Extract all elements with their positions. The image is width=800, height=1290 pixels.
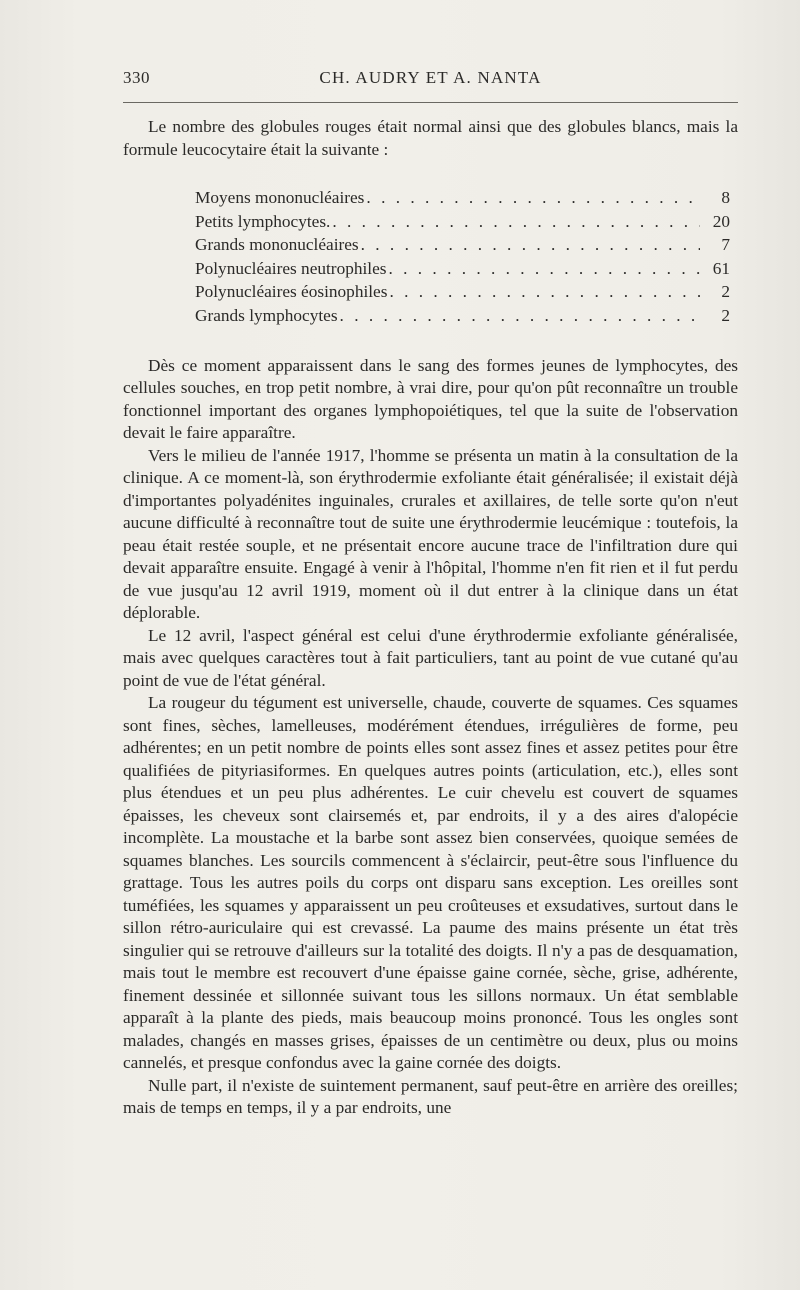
- header-rule: [123, 102, 738, 103]
- leucocyte-formula-table: [195, 187, 730, 329]
- formula-label: Grands lymphocytes: [195, 305, 338, 325]
- formula-row: [195, 258, 730, 282]
- dot-leader: [387, 281, 700, 304]
- formula-value: 2: [721, 282, 730, 302]
- dot-leader: [359, 234, 700, 257]
- body-text: [123, 116, 738, 1120]
- formula-value: 20: [712, 211, 730, 231]
- page-number: 330: [123, 68, 150, 87]
- formula-row: [195, 211, 730, 235]
- intro-paragraph: Le nombre des globules rouges était normal ainsi que des globules blancs, mais la formule leucocytaire était la suivante :: [123, 117, 738, 159]
- formula-row: [195, 187, 730, 211]
- formula-label: Moyens mononucléaires: [195, 188, 365, 207]
- formula-label: Petits lymphocytes.: [195, 211, 331, 231]
- formula-value: 8: [721, 188, 730, 207]
- formula-value: 61: [712, 258, 730, 278]
- formula-label: Polynucléaires neutrophiles: [195, 258, 387, 278]
- formula-label: Grands mononucléaires: [195, 235, 359, 255]
- dot-leader: [387, 258, 701, 281]
- paragraph: Nulle part, il n'existe de suintement permanent, sauf peut-être en arrière des oreilles; mais de temps en temps, il y a par endroits, une: [123, 1075, 738, 1118]
- paragraph: Vers le milieu de l'année 1917, l'homme se présenta un matin à la consultation de la clinique. A ce moment-là, son érythrodermie exfoliante était généralisée; il existait déjà d'importantes polyadénites inguinales, crurales et axillaires, de telle sorte qu'on n'eut aucune difficulté à reconnaître tout de suite une érythrodermie leucémique : toutefois, la peau était restée souple, et ne présentait encore aucune trace de l'infiltration dure qui devait apparaître ensuite. Engagé à venir à l'hôpital, l'homme n'en fit rien et il fut perdu de vue jusqu'au 12 avril 1919, moment où il dut entrer à la clinique dans un état déplorable.: [123, 445, 738, 623]
- page-header: [123, 68, 738, 92]
- formula-value: 7: [721, 235, 730, 255]
- dot-leader: [364, 187, 700, 210]
- formula-row: [195, 281, 730, 305]
- formula-row: [195, 234, 730, 258]
- paragraph: La rougeur du tégument est universelle, chaude, couverte de squames. Ces squames sont fines, sèches, lamelleuses, modérément étendues, irrégulières de forme, peu adhérentes; en un petit nombre de points elles sont assez fines et assez petites pour être qualifiées de pityriasiformes. En quelques autres points (articulation, etc.), elles sont plus étendues et un peu plus adhérentes. Le cuir chevelu est couvert de squames épaisses, les cheveux sont clairsemés et, par endroits, il y a des aires d'alopécie incomplète. La moustache et la barbe sont assez bien conservées, quoique semées de squames blanches. Les sourcils commencent à s'éclaircir, peut-être sous l'influence du grattage. Tous les autres poils du corps ont disparu sans exception. Les oreilles sont tuméfiées, les squames y apparaissent un peu croûteuses et exsudatives, surtout dans le sillon rétro-auriculaire qui est crevassé. La paume des mains présente un état très singulier qui se retrouve d'ailleurs sur la totalité des doigts. Il n'y a pas de desquamation, mais tout le membre est recouvert d'une épaisse gaine cornée, sèche, grise, adhérente, finement dessinée et sillonnée suivant tous les sillons normaux. Un état semblable apparaît à la plante des pieds, mais beaucoup moins prononcé. Tous les ongles sont malades, changés en masses grises, épaisses de un centimètre ou deux, plus ou moins cannelés, et presque confondus avec la gaine cornée des doigts.: [123, 693, 738, 1073]
- formula-row: [195, 305, 730, 329]
- paragraph: Le 12 avril, l'aspect général est celui d'une érythrodermie exfoliante généralisée, mais avec quelques caractères tout à fait particuliers, tant au point de vue cutané qu'au point de vue de l'état général.: [123, 625, 738, 690]
- running-head: CH. AUDRY ET A. NANTA: [319, 68, 542, 87]
- paragraph: Dès ce moment apparaissent dans le sang des formes jeunes de lymphocytes, des cellules souches, en trop petit nombre, à vrai dire, pour qu'on pût reconnaître un trouble fonctionnel important des organes lymphopoiétiques, tel que la suite de l'observation devait le faire apparaître.: [123, 355, 738, 443]
- formula-label: Polynucléaires éosinophiles: [195, 282, 388, 302]
- dot-leader: [330, 211, 700, 234]
- formula-value: 2: [721, 305, 730, 325]
- dot-leader: [338, 305, 700, 328]
